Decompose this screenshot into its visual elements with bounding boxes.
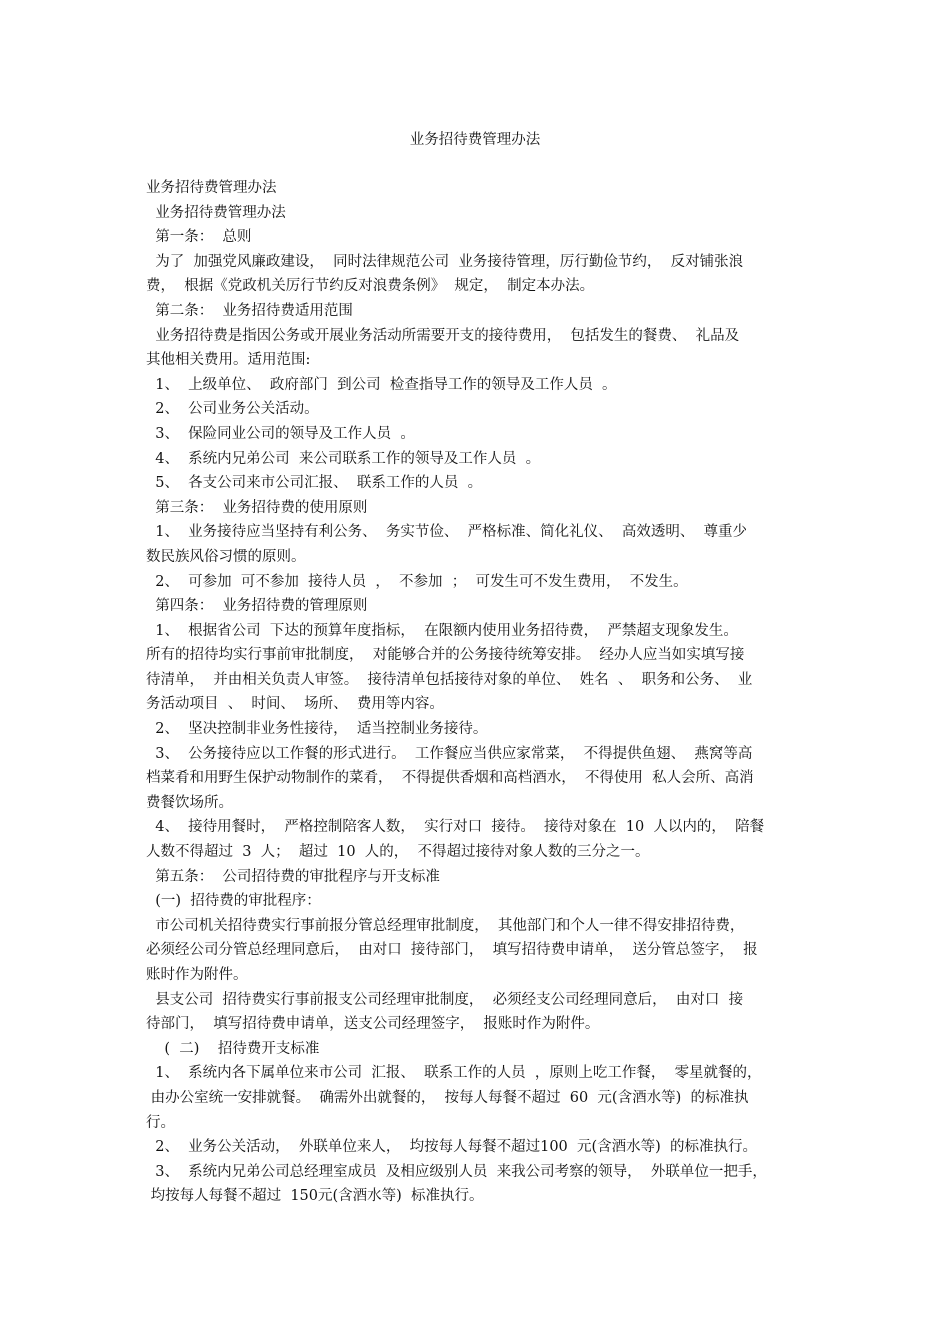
text-line: 必须经公司分管总经理同意后， 由对口 接待部门， 填写招待费申请单， 送分管总签字， 报 xyxy=(146,942,758,959)
text-line: 3、 系统内兄弟公司总经理室成员 及相应级别人员 来我公司考察的领导， 外联单位一把手， xyxy=(146,1163,767,1180)
text-line: 费餐饮场所。 xyxy=(146,794,233,811)
text-line: 2、 公司业务公关活动。 xyxy=(146,401,319,418)
text-line: 人数不得超过 3 人； 超过 10 人的， 不得超过接待对象人数的三分之一。 xyxy=(146,844,650,861)
text-line: 2、 可参加 可不参加 接待人员 ， 不参加 ； 可发生可不发生费用， 不发生。 xyxy=(146,573,688,590)
text-line: 1、 系统内各下属单位来市公司 汇报、 联系工作的人员 ，原则上吃工作餐， 零星就餐的， xyxy=(146,1065,762,1082)
text-line: 4、 系统内兄弟公司 来公司联系工作的领导及工作人员 。 xyxy=(146,450,541,467)
text-line: 第三条： 业务招待费的使用原则 xyxy=(146,499,368,516)
text-line: 数民族风俗习惯的原则。 xyxy=(146,548,306,565)
text-line: 均按每人每餐不超过 150元(含酒水等) 标准执行。 xyxy=(146,1188,484,1205)
text-line: 3、 公务接待应以工作餐的形式进行。 工作餐应当供应家常菜， 不得提供鱼翅、 燕窝等高 xyxy=(146,745,753,762)
text-line: 县支公司 招待费实行事前报支公司经理审批制度， 必须经支公司经理同意后， 由对口 接 xyxy=(146,991,744,1008)
text-line: 由办公室统一安排就餐。 确需外出就餐的， 按每人每餐不超过 60 元(含酒水等) 的标准执 xyxy=(146,1089,749,1106)
text-line: 第二条： 业务招待费适用范围 xyxy=(146,302,353,319)
text-line: 档菜肴和用野生保护动物制作的菜肴， 不得提供香烟和高档酒水， 不得使用 私人会所、高消 xyxy=(146,770,754,787)
text-line: 2、 坚决控制非业务性接待， 适当控制业务接待。 xyxy=(146,721,488,738)
text-line: 业务招待费是指因公务或开展业务活动所需要开支的接待费用， 包括发生的餐费、 礼品及 xyxy=(146,327,740,344)
text-line: 1、 根据省公司 下达的预算年度指标， 在限额内使用业务招待费， 严禁超支现象发生。 xyxy=(146,622,738,639)
text-line: 业务招待费管理办法 xyxy=(146,204,286,221)
text-line: ( 二) 招待费开支标准 xyxy=(146,1040,320,1057)
text-line: 第四条： 业务招待费的管理原则 xyxy=(146,598,368,615)
text-line: 1、 上级单位、 政府部门 到公司 检查指导工作的领导及工作人员 。 xyxy=(146,376,617,393)
text-line: 账时作为附件。 xyxy=(146,967,248,983)
text-line: 费， 根据《党政机关厉行节约反对浪费条例》 规定， 制定本办法。 xyxy=(146,278,595,295)
text-line: 所有的招待均实行事前审批制度， 对能够合并的公务接待统筹安排。 经办人应当如实填写接 xyxy=(146,647,745,664)
document-body xyxy=(146,176,816,1209)
text-line: 待部门， 填写招待费申请单，送支公司经理签字， 报账时作为附件。 xyxy=(146,1016,600,1033)
text-line: 1、 业务接待应当坚持有利公务、 务实节俭、 严格标准、简化礼仪、 高效透明、 尊重少 xyxy=(146,524,748,541)
text-line: 业务招待费管理办法 xyxy=(146,180,277,196)
text-line: 待清单， 并由相关负责人审签。 接待清单包括接待对象的单位、 姓名 、 职务和公务、 业 xyxy=(146,671,753,688)
text-line: 其他相关费用。适用范围: xyxy=(146,352,311,369)
text-line: 3、 保险同业公司的领导及工作人员 。 xyxy=(146,425,415,442)
text-line: 为了 加强党风廉政建设， 同时法律规范公司 业务接待管理，厉行勤俭节约， 反对铺张浪 xyxy=(146,253,744,270)
text-line: 务活动项目 、 时间、 场所、 费用等内容。 xyxy=(146,696,444,713)
text-line: 第一条： 总则 xyxy=(146,229,252,246)
document-title: 业务招待费管理办法 xyxy=(409,132,541,148)
text-line: 行。 xyxy=(146,1114,175,1131)
text-line: (一) 招待费的审批程序： xyxy=(146,893,321,910)
text-line: 5、 各支公司来市公司汇报、 联系工作的人员 。 xyxy=(146,475,483,492)
text-line: 2、 业务公关活动， 外联单位来人， 均按每人每餐不超过100 元(含酒水等) 的标准执行。 xyxy=(146,1139,758,1156)
text-line: 4、 接待用餐时， 严格控制陪客人数， 实行对口 接待。 接待对象在 10 人以内的， 陪餐 xyxy=(146,819,765,836)
text-line: 第五条： 公司招待费的审批程序与开支标准 xyxy=(146,868,440,885)
text-line: 市公司机关招待费实行事前报分管总经理审批制度， 其他部门和个人一律不得安排招待费， xyxy=(146,917,745,934)
